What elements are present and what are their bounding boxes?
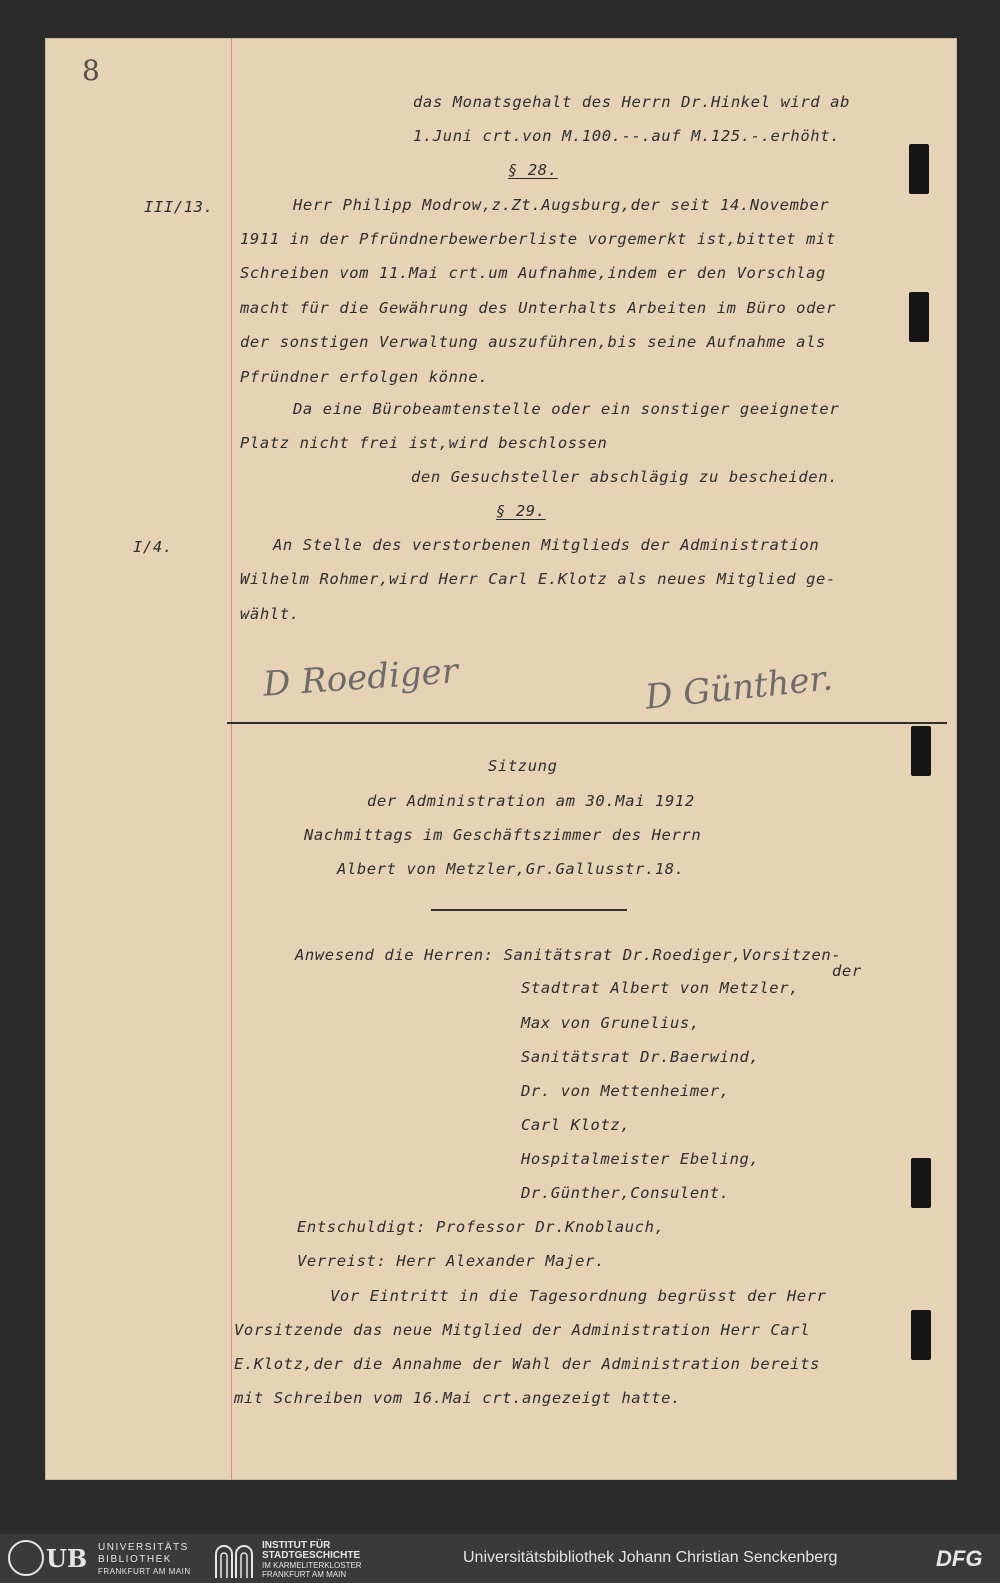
ifs-logo-line4: FRANKFURT AM MAIN (262, 1570, 347, 1579)
text-line: 1.Juni crt.von M.100.--.auf M.125.-.erhöht. (413, 127, 841, 145)
signature-roediger: D Roediger (261, 651, 460, 705)
margin-reference: III/13. (144, 198, 214, 216)
text-line: wählt. (240, 605, 300, 623)
attendee: Carl Klotz, (521, 1116, 631, 1134)
session-date: der Administration am 30.Mai 1912 (367, 792, 695, 810)
attendee: Stadtrat Albert von Metzler, (521, 979, 800, 997)
binder-clip (909, 292, 929, 342)
text-line: An Stelle des verstorbenen Mitglieds der Administration (273, 536, 820, 554)
section-heading-28: § 28. (508, 161, 558, 179)
binder-clip (911, 1158, 931, 1208)
text-line: Schreiben vom 11.Mai crt.um Aufnahme,indem er den Vorschlag (240, 264, 826, 282)
margin-reference: I/4. (133, 538, 173, 556)
binder-clip (911, 1310, 931, 1360)
attendees-line-continuation: der (832, 962, 862, 980)
text-line: E.Klotz,der die Annahme der Wahl der Administration bereits (234, 1355, 820, 1373)
footer-bar (0, 1534, 1000, 1583)
attendee: Sanitätsrat Dr.Baerwind, (521, 1048, 760, 1066)
absent-line: Verreist: Herr Alexander Majer. (297, 1252, 605, 1270)
ifs-logo-line2: STADTGESCHICHTE (262, 1550, 361, 1561)
text-line: Da eine Bürobeamtenstelle oder ein sonstiger geeigneter (293, 400, 840, 418)
attendee: Dr.Günther,Consulent. (521, 1184, 730, 1202)
short-divider (431, 909, 627, 911)
page-number: 8 (82, 54, 100, 87)
binder-clip (911, 726, 931, 776)
section-heading-29: § 29. (496, 502, 546, 520)
attendee: Dr. von Mettenheimer, (521, 1082, 730, 1100)
text-line: das Monatsgehalt des Herrn Dr.Hinkel wird ab (413, 93, 850, 111)
text-line: den Gesuchsteller abschlägig zu bescheiden. (411, 468, 839, 486)
session-address: Albert von Metzler,Gr.Gallusstr.18. (337, 860, 685, 878)
text-line: Pfründner erfolgen könne. (240, 368, 489, 386)
ifs-logo-line3: IM KARMELITERKLOSTER (262, 1561, 362, 1570)
text-line: Vorsitzende das neue Mitglied der Administration Herr Carl (234, 1321, 811, 1339)
attendees-line: Anwesend die Herren: Sanitätsrat Dr.Roediger,Vorsitzen- (295, 946, 842, 964)
session-heading: Sitzung (488, 757, 558, 775)
text-line: Vor Eintritt in die Tagesordnung begrüsst der Herr (330, 1287, 827, 1305)
text-line: 1911 in der Pfründnerbewerberliste vorgemerkt ist,bittet mit (240, 230, 836, 248)
ub-logo-line3: FRANKFURT AM MAIN (98, 1567, 191, 1576)
binder-clip (909, 144, 929, 194)
text-line: Platz nicht frei ist,wird beschlossen (240, 434, 608, 452)
ub-logo: UB (46, 1544, 88, 1573)
text-line: mit Schreiben vom 16.Mai crt.angezeigt hatte. (234, 1389, 681, 1407)
section-divider (227, 722, 947, 724)
text-line: der sonstigen Verwaltung auszuführen,bis seine Aufnahme als (240, 333, 826, 351)
session-location: Nachmittags im Geschäftszimmer des Herrn (304, 826, 702, 844)
attendee: Max von Grunelius, (521, 1014, 700, 1032)
ub-logo-line2: BIBLIOTHEK (98, 1554, 172, 1565)
signature-guenther: D Günther. (643, 658, 835, 718)
university-seal-icon (8, 1540, 44, 1576)
ifs-logo-line1: INSTITUT FÜR (262, 1540, 331, 1551)
attendee: Hospitalmeister Ebeling, (521, 1150, 760, 1168)
library-title: Universitätsbibliothek Johann Christian Senckenberg (463, 1549, 838, 1566)
margin-line (231, 38, 232, 1480)
text-line: Wilhelm Rohmer,wird Herr Carl E.Klotz als neues Mitglied ge- (240, 570, 836, 588)
text-line: macht für die Gewährung des Unterhalts Arbeiten im Büro oder (240, 299, 836, 317)
text-line: Herr Philipp Modrow,z.Zt.Augsburg,der seit 14.November (293, 196, 830, 214)
ifs-arches-icon (214, 1540, 254, 1578)
dfg-logo: DFG (936, 1546, 983, 1571)
excused-line: Entschuldigt: Professor Dr.Knoblauch, (297, 1218, 665, 1236)
document-page (45, 38, 957, 1480)
ub-logo-line1: UNIVERSITÄTS (98, 1542, 189, 1553)
